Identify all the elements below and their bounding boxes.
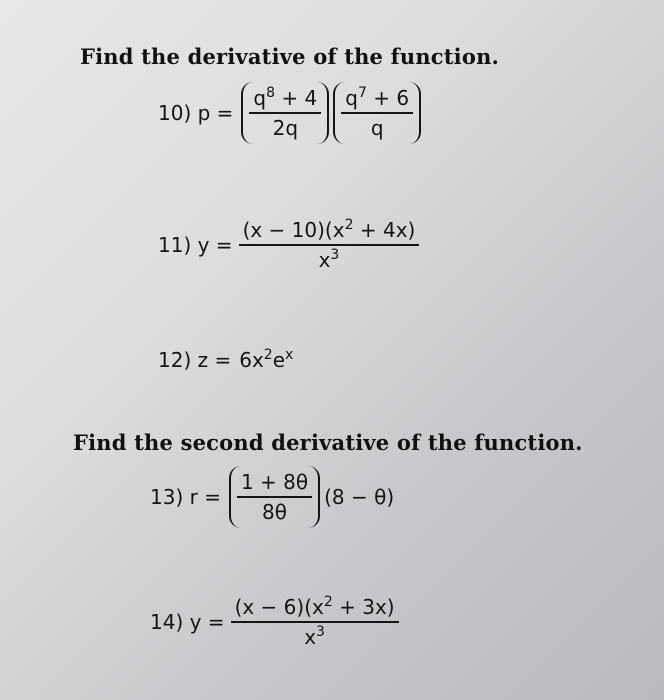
problem-10-denominator-2: q <box>370 116 384 140</box>
problem-10-fraction-2 <box>341 86 413 140</box>
section-heading-second-derivative: Find the second derivative of the function. <box>73 430 583 455</box>
problem-13 <box>150 466 394 528</box>
problem-11-label: 11) y = <box>158 233 233 257</box>
problem-13-label: 13) r = <box>150 485 221 509</box>
problem-11 <box>158 218 419 272</box>
problem-10-denominator-1: 2q <box>272 116 299 140</box>
section-heading-derivative: Find the derivative of the function. <box>80 44 500 69</box>
problem-12-expression: $6x^2e^x$ <box>239 347 294 372</box>
problem-14-denominator: $x^3$ <box>304 624 325 649</box>
problem-11-denominator: $x^3$ <box>318 247 340 272</box>
problem-13-numerator: 1 + 8θ <box>237 470 312 498</box>
problem-10-numerator-2: $q^7 + 6$ <box>341 86 413 114</box>
problem-11-fraction <box>239 218 420 272</box>
problem-14-label: 14) y = <box>150 610 225 634</box>
problem-14-fraction <box>231 595 399 649</box>
problem-12-label: 12) z = <box>158 348 232 372</box>
problem-13-denominator: 8θ <box>262 500 288 524</box>
problem-13-factor <box>229 466 320 528</box>
problem-10-label: 10) p = <box>158 101 234 125</box>
problem-10-factor-2 <box>333 82 421 144</box>
problem-11-numerator: $(x - 10)(x^2 + 4x)$ <box>239 218 420 246</box>
problem-13-fraction <box>237 470 312 524</box>
problem-14 <box>150 595 399 649</box>
problem-12 <box>158 348 293 372</box>
problem-10-fraction-1 <box>249 86 321 140</box>
problem-10 <box>158 82 423 144</box>
problem-10-numerator-1: $q^8 + 4$ <box>249 86 321 114</box>
problem-14-numerator: $(x - 6)(x^2 + 3x)$ <box>231 595 399 623</box>
problem-10-factor-1 <box>241 82 329 144</box>
problem-13-tail: (8 − θ) <box>324 485 395 509</box>
